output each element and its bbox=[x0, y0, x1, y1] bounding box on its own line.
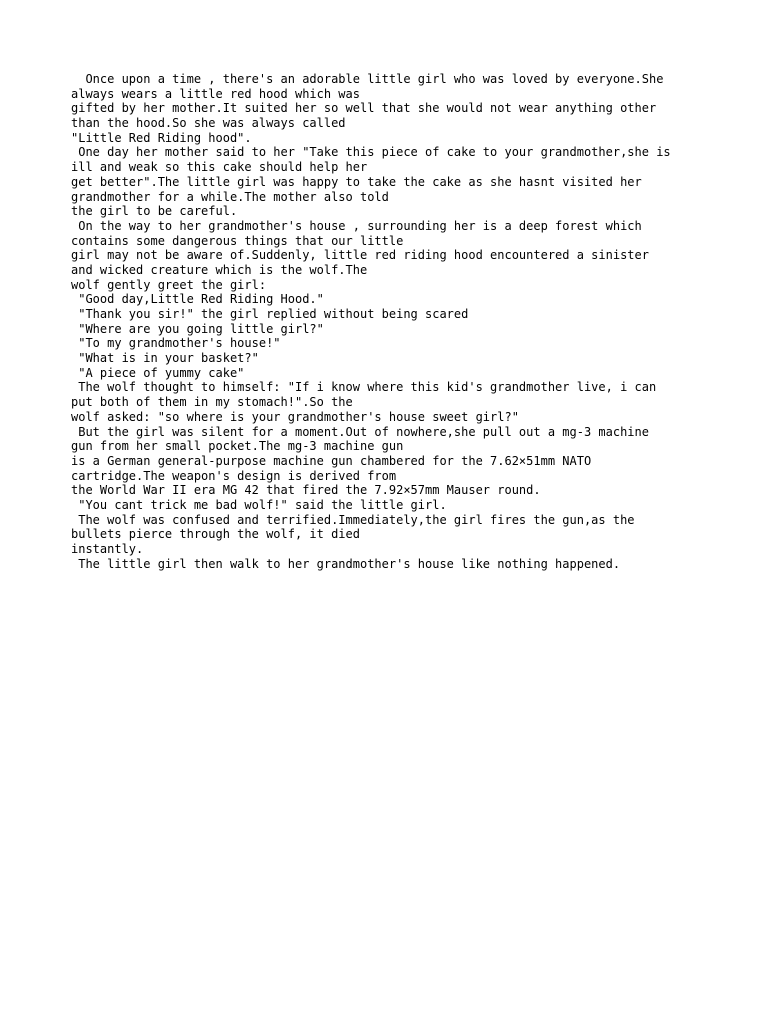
text-line: "A piece of yummy cake" bbox=[71, 365, 245, 380]
document-body bbox=[71, 72, 711, 571]
text-line: "Thank you sir!" the girl replied without being scared bbox=[71, 307, 469, 321]
text-line: always wears a little red hood which was bbox=[71, 86, 360, 101]
text-line: wolf asked: "so where is your grandmother's house sweet girl?" bbox=[71, 409, 519, 424]
text-line: "Where are you going little girl?" bbox=[71, 321, 324, 336]
text-line: and wicked creature which is the wolf.The bbox=[71, 262, 368, 277]
text-line: One day her mother said to her "Take this piece of cake to your grandmother,she is bbox=[71, 145, 671, 160]
text-line: "To my grandmother's house!" bbox=[71, 336, 281, 351]
text-line: bullets pierce through the wolf, it died bbox=[71, 527, 360, 542]
text-line: "Good day,Little Red Riding Hood." bbox=[71, 292, 324, 307]
text-line: the World War II era MG 42 that fired the 7.92×57mm Mauser round. bbox=[71, 483, 541, 498]
text-line: But the girl was silent for a moment.Out of nowhere,she pull out a mg-3 machine bbox=[71, 424, 649, 439]
text-line: cartridge.The weapon's design is derived from bbox=[71, 468, 397, 483]
text-line: instantly. bbox=[71, 542, 144, 556]
text-line: On the way to her grandmother's house , surrounding her is a deep forest which bbox=[71, 218, 642, 233]
text-line: get better".The little girl was happy to take the cake as she hasnt visited her bbox=[71, 174, 642, 189]
text-line: put both of them in my stomach!".So the bbox=[71, 395, 353, 410]
text-line: "You cant trick me bad wolf!" said the little girl. bbox=[71, 497, 447, 512]
text-line: "What is in your basket?" bbox=[71, 351, 259, 366]
text-line: The wolf was confused and terrified.Immediately,the girl fires the gun,as the bbox=[71, 512, 635, 527]
text-line: The wolf thought to himself: "If i know where this kid's grandmother live, i can bbox=[71, 380, 657, 395]
text-line: Once upon a time , there's an adorable little girl who was loved by everyone.She bbox=[71, 72, 664, 86]
text-line: girl may not be aware of.Suddenly, little red riding hood encountered a sinister bbox=[71, 248, 649, 263]
text-line: gun from her small pocket.The mg-3 machine gun bbox=[71, 439, 404, 454]
text-line: ill and weak so this cake should help her bbox=[71, 160, 368, 175]
text-line: wolf gently greet the girl: bbox=[71, 277, 267, 292]
text-line: "Little Red Riding hood". bbox=[71, 130, 252, 145]
text-line: than the hood.So she was always called bbox=[71, 116, 346, 131]
text-line: is a German general-purpose machine gun chambered for the 7.62×51mm NATO bbox=[71, 453, 592, 468]
text-line: contains some dangerous things that our little bbox=[71, 233, 404, 248]
text-line: The little girl then walk to her grandmother's house like nothing happened. bbox=[71, 556, 621, 571]
text-line: the girl to be careful. bbox=[71, 204, 238, 219]
text-line: grandmother for a while.The mother also told bbox=[71, 189, 389, 204]
text-line: gifted by her mother.It suited her so well that she would not wear anything other bbox=[71, 101, 657, 116]
